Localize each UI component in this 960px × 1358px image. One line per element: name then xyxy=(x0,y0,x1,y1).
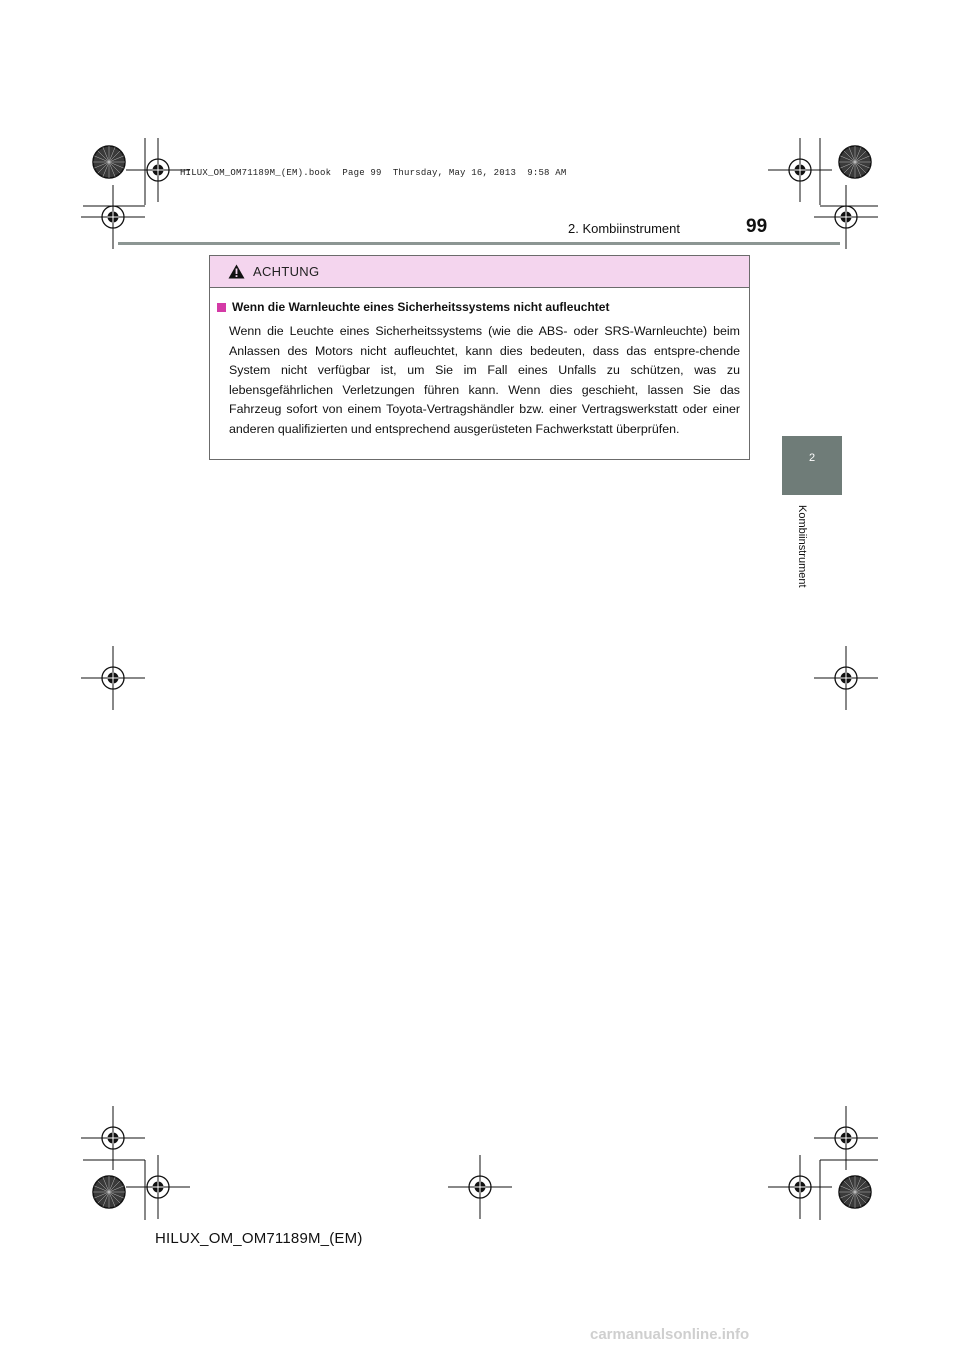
header-rule xyxy=(118,242,840,245)
crosshair-mark xyxy=(768,1155,832,1219)
chapter-label: Kombiinstrument xyxy=(796,505,808,588)
sunburst-mark xyxy=(93,1176,125,1208)
warning-subheading-text: Wenn die Warnleuchte eines Sicherheitssystems nicht aufleuchtet xyxy=(232,300,610,314)
crosshair-mark xyxy=(81,646,145,710)
warning-body xyxy=(210,288,749,440)
section-title: 2. Kombiinstrument xyxy=(568,221,680,236)
chapter-tab xyxy=(782,436,842,495)
book-info-line: HILUX_OM_OM71189M_(EM).book Page 99 Thursday, May 16, 2013 9:58 AM xyxy=(180,168,567,178)
crosshair-mark xyxy=(768,138,832,202)
sunburst-mark xyxy=(839,146,871,178)
warning-paragraph: Wenn die Leuchte eines Sicherheitssystems (wie die ABS- oder SRS-Warnleuchte) beim Anlassen des Motors nicht aufleuchtet, kann dies bedeuten, dass das entspre-chende System nicht verfügbar ist, um Sie im Fall eines Unfalls zu schützen, was zu lebensgefährlichen Verletzungen führen kann. Wenn dies geschieht, lassen Sie das Fahrzeug sofort von einem Toyota-Vertragshändler bzw. einer Vertragswerkstatt oder einer anderen qualifizierten und entsprechend ausgerüsteten Fachwerkstatt überprüfen. xyxy=(229,324,740,436)
sunburst-mark xyxy=(839,1176,871,1208)
warning-box xyxy=(209,255,750,460)
warning-title: ACHTUNG xyxy=(253,264,320,279)
warning-triangle-icon xyxy=(228,264,245,279)
sunburst-mark xyxy=(93,146,125,178)
page-number: 99 xyxy=(746,216,768,237)
warning-header xyxy=(210,256,749,288)
document-code: HILUX_OM_OM71189M_(EM) xyxy=(155,1230,363,1247)
crosshair-mark xyxy=(126,1155,190,1219)
watermark: carmanualsonline.info xyxy=(590,1326,750,1343)
crosshair-mark xyxy=(814,646,878,710)
square-bullet-icon xyxy=(217,303,226,312)
crosshair-mark xyxy=(81,185,145,249)
crosshair-mark xyxy=(814,185,878,249)
crosshair-mark xyxy=(448,1155,512,1219)
chapter-number: 2 xyxy=(808,452,816,464)
warning-subheading xyxy=(217,300,740,314)
